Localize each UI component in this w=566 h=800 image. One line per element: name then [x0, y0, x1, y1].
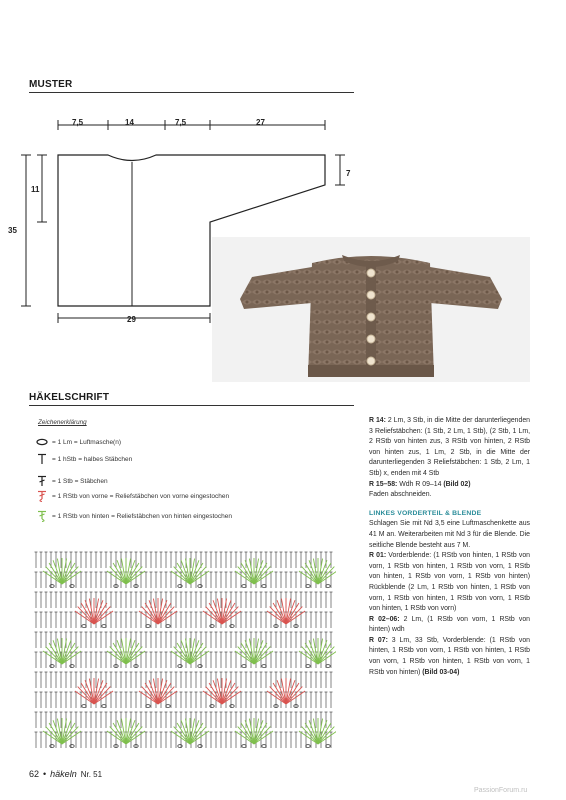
dim-bottom-width: 29 [127, 315, 136, 324]
chart-chain [326, 745, 330, 748]
chart-chain [306, 585, 310, 588]
chart-chain [210, 705, 214, 708]
magazine-name: häkeln [50, 769, 77, 779]
paragraph-r07 [369, 636, 530, 678]
section-divider [29, 92, 354, 93]
chart-chain [262, 745, 266, 748]
watermark: PassionForum.ru [474, 787, 528, 794]
half-double-crochet-icon [36, 453, 48, 465]
chart-chain [326, 585, 330, 588]
bild-ref-03-04: (Bild 03-04) [422, 668, 460, 676]
chart-chain [50, 665, 54, 668]
chart-chain [102, 625, 106, 628]
row-text-r07: 3 Lm, 33 Stb, Vorderblende: (1 RStb von hinten, 1 RStb von vorn, 1 RStb von hinten, 1 RStb von vorn, 1 RStb von hinten, 1 RStb von vorn, 1 RStb von hinten) [369, 636, 530, 676]
row-label-r02: R 02–06: [369, 615, 400, 623]
chart-chain [326, 665, 330, 668]
legend-item-back-post [36, 510, 232, 522]
row-label-r07: R 07: [369, 636, 388, 644]
legend-item-hstb [36, 453, 132, 465]
chart-chain [146, 705, 150, 708]
section-title-haekelschrift: HÄKELSCHRIFT [29, 392, 110, 403]
row-text-r02: 2 Lm, (1 RStb von vorn, 1 RStb von hinten) wdh [369, 615, 530, 634]
chart-chain [306, 745, 310, 748]
page-footer [29, 769, 102, 779]
chart-chain [166, 705, 170, 708]
chart-chain [242, 665, 246, 668]
chart-chain [178, 585, 182, 588]
chart-chain [198, 745, 202, 748]
paragraph-r02 [369, 615, 530, 636]
dim-neck-side: 7,5 [72, 118, 84, 127]
cardigan-illustration [212, 237, 530, 382]
dim-neck-width: 14 [125, 118, 134, 127]
chart-chain [178, 745, 182, 748]
chart-chain [178, 665, 182, 668]
dim-sleeve-width: 7 [346, 169, 351, 178]
legend-title: Zeichenerklärung [38, 419, 87, 426]
chart-chain [146, 625, 150, 628]
chart-chain [242, 585, 246, 588]
chart-chain [70, 585, 74, 588]
chart-chain [82, 625, 86, 628]
paragraph-faden: Faden abschneiden. [369, 491, 432, 499]
legend-item-stb [36, 475, 108, 487]
chart-chain [262, 585, 266, 588]
paragraph-r14 [369, 416, 530, 480]
chart-chain [262, 665, 266, 668]
legend-label: = 1 hStb = halbes Stäbchen [52, 455, 133, 463]
cardigan-photo [212, 237, 530, 382]
back-post-icon [36, 510, 48, 522]
row-text-r01: Vorderblende: (1 RStb von hinten, 1 RStb von vorn, 1 RStb von hinten, 1 RStb von vorn, 1 RStb von hinten, 1 RStb von vorn, 1 RStb von hinten) Rückblende (2 Lm, 1 RStb von hinten, 1 RStb von vorn, 1 RStb von hinten, 1 RStb von vorn, 1 RStb von hinten, 1 RStb von vorn) [369, 552, 530, 613]
double-crochet-icon [36, 475, 48, 487]
dim-total-height: 35 [8, 226, 17, 235]
row-label-r15: R 15–58: [369, 480, 398, 488]
chart-chain [210, 625, 214, 628]
chain-stitch-icon [36, 436, 48, 448]
chart-chain [50, 585, 54, 588]
chart-chain [230, 705, 234, 708]
paragraph-r15 [369, 480, 530, 491]
chart-chain [198, 585, 202, 588]
row-label-r14: R 14: [369, 417, 386, 424]
chart-chain [306, 665, 310, 668]
dim-armhole-height: 11 [31, 185, 40, 194]
chart-chain [82, 705, 86, 708]
subhead-linkes-vorderteil: LINKES VORDERTEIL & BLENDE [369, 509, 482, 517]
legend-item-front-post [36, 490, 229, 502]
chart-chain [102, 705, 106, 708]
legend-label: = 1 Lm = Luftmasche(n) [52, 438, 122, 446]
chart-chain [230, 625, 234, 628]
legend-item-chain [36, 436, 121, 448]
chart-chain [70, 745, 74, 748]
legend-label: = 1 Stb = Stäbchen [52, 477, 108, 485]
legend-label: = 1 RStb von hinten = Reliefstäbchen von hinten eingestochen [52, 512, 232, 520]
dim-sleeve-length: 27 [256, 118, 265, 127]
dim-shoulder: 7,5 [175, 118, 187, 127]
bild-ref-02: (Bild 02) [443, 480, 471, 488]
row-text-r14: 2 Lm, 3 Stb, in die Mitte der darunterliegenden 3 Reliefstäbchen: (1 Stb, 2 Lm, 1 Stb), (2 Stb, 1 Lm, 2 RStb von hinten zus, 3 RStb von hinten, 2 RStb von hinten zus, 1 Lm, 2 Stb, in die Mitte der darunterliegenden 3 Reliefstäbchen: 1 Stb, 2 Lm, 1 Stb) x, enden mit 4 Stb [369, 417, 530, 477]
section-title-muster: MUSTER [29, 79, 73, 90]
chart-chain [166, 625, 170, 628]
crochet-chart [34, 548, 336, 750]
issue-number: Nr. 51 [80, 770, 103, 779]
legend-label: = 1 RStb von vorne = Reliefstäbchen von vorne eingestochen [52, 492, 230, 500]
footer-bullet: • [43, 769, 47, 779]
row-text-r15: Wdh R 09–14 [397, 480, 444, 488]
chart-chain [198, 665, 202, 668]
paragraph-intro: Schlagen Sie mit Nd 3,5 eine Luftmaschenkette aus 41 M an. Weiterarbeiten mit Nd 3 für die Blende. Die seitliche Blende besteht aus 7 M. [369, 520, 530, 549]
instructions-column [369, 416, 530, 678]
chart-chain [70, 665, 74, 668]
chart-chain [242, 745, 246, 748]
page-number: 62 [29, 769, 40, 779]
section-divider [29, 405, 354, 406]
paragraph-r01 [369, 551, 530, 615]
chart-chain [50, 745, 54, 748]
front-post-icon [36, 490, 48, 502]
row-label-r01: R 01: [369, 552, 387, 560]
